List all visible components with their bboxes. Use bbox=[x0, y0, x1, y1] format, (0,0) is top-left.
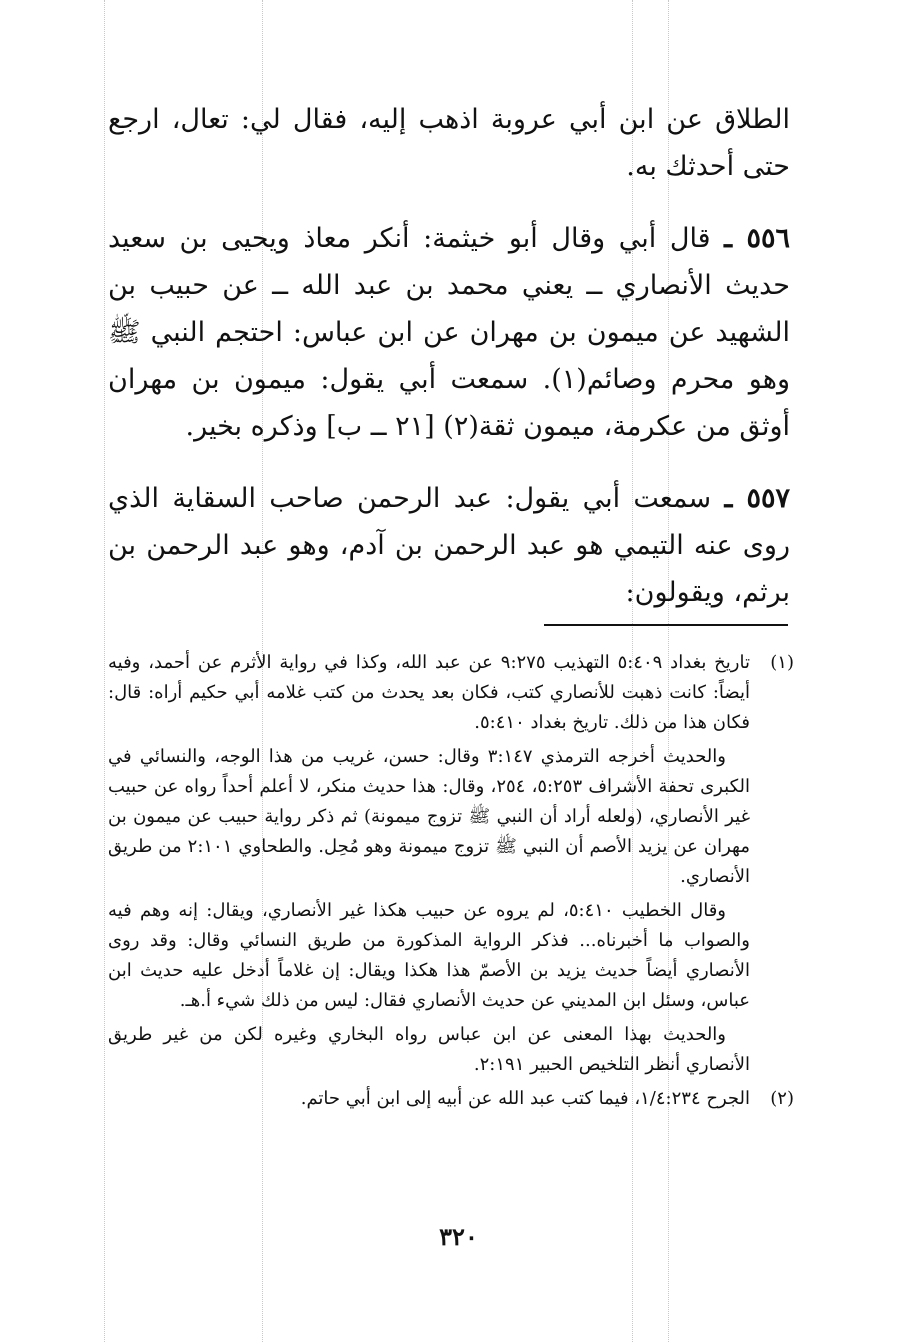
main-text bbox=[108, 96, 790, 616]
paragraph-continuation: الطلاق عن ابن أبي عروبة اذهب إليه، فقال لي: تعال، ارجع حتى أحدثك به. bbox=[108, 104, 790, 182]
paragraph-556 bbox=[108, 215, 790, 450]
footnote-body bbox=[108, 648, 750, 1080]
footnote-marker: (١) bbox=[770, 652, 794, 673]
footnote-divider bbox=[544, 624, 788, 626]
entry-text: سمعت أبي يقول: عبد الرحمن صاحب السقاية الذي روى عنه التيمي هو عبد الرحمن بن آدم، وهو عبد الرحمن بن برثم، ويقولون: bbox=[108, 483, 790, 608]
entry-text: قال أبي وقال أبو خيثمة: أنكر معاذ ويحيى بن سعيد حديث الأنصاري ــ يعني محمد بن عبد الله ــ عن حبيب بن الشهيد عن ميمون بن مهران عن ابن عباس: احتجم النبي ﷺ وهو محرم وصائم(١). سمعت أبي يقول: ميمون بن مهران أوثق من عكرمة، ميمون ثقة(٢) [٢١ ــ ب] وذكره بخير. bbox=[108, 223, 790, 442]
footnote-paragraph: والحديث بهذا المعنى عن ابن عباس رواه البخاري وغيره لكن من غير طريق الأنصاري أنظر التلخيص الحبير ٢:١٩١. bbox=[108, 1024, 750, 1075]
footnote-paragraph: تاريخ بغداد ٥:٤٠٩ التهذيب ٩:٢٧٥ عن عبد الله، وكذا في رواية الأثرم عن أحمد، وفيه أيضاً: كانت ذهبت للأنصاري كتب، فكان بعد يحدث من كتب غلامه أبي حكيم أراه: قال: فكان هذا من ذلك. تاريخ بغداد ٥:٤١٠. bbox=[108, 652, 750, 733]
footnote-1 bbox=[108, 648, 794, 1080]
entry-number: ٥٥٦ ـ bbox=[724, 223, 790, 254]
entry-number: ٥٥٧ ـ bbox=[724, 483, 790, 514]
footnote-body bbox=[108, 1084, 750, 1114]
footnote-marker: (٢) bbox=[770, 1088, 794, 1109]
footnote-paragraph: وقال الخطيب ٥:٤١٠، لم يروه عن حبيب هكذا غير الأنصاري، ويقال: إنه وهم فيه والصواب ما أخبرناه... فذكر الرواية المذكورة من طريق النسائي وقال: وقد روى الأنصاري أيضاً حديث يزيد بن الأصمّ هذا هكذا ويقال: إن غلاماً أدخل عليه حديث ابن عباس، وسئل ابن المديني عن حديث الأنصاري فقال: ليس من ذلك شيء أ.هـ. bbox=[108, 900, 751, 1011]
footnotes bbox=[108, 648, 794, 1114]
page-number: ٣٢٠ bbox=[439, 1222, 478, 1251]
footnote-2 bbox=[108, 1084, 794, 1114]
paragraph-557 bbox=[108, 475, 790, 616]
footnote-paragraph: والحديث أخرجه الترمذي ٣:١٤٧ وقال: حسن، غريب من هذا الوجه، والنسائي في الكبرى تحفة الأشراف ٥:٢٥٣، ٢٥٤، وقال: هذا حديث منكر، لا أعلم أحداً رواه عن حبيب غير الأنصاري، (ولعله أراد أن النبي ﷺ تزوج ميمونة) ثم ذكر رواية حبيب عن ميمون بن مهران عن يزيد الأصم أن النبي ﷺ تزوج ميمونة وهو مُحِل. والطحاوي ٢:١٠١ من طريق الأنصاري. bbox=[108, 746, 751, 887]
footnote-paragraph: الجرح ١/٤:٢٣٤، فيما كتب عبد الله عن أبيه إلى ابن أبي حاتم. bbox=[300, 1088, 750, 1109]
scan-artifact-line bbox=[104, 0, 105, 1342]
